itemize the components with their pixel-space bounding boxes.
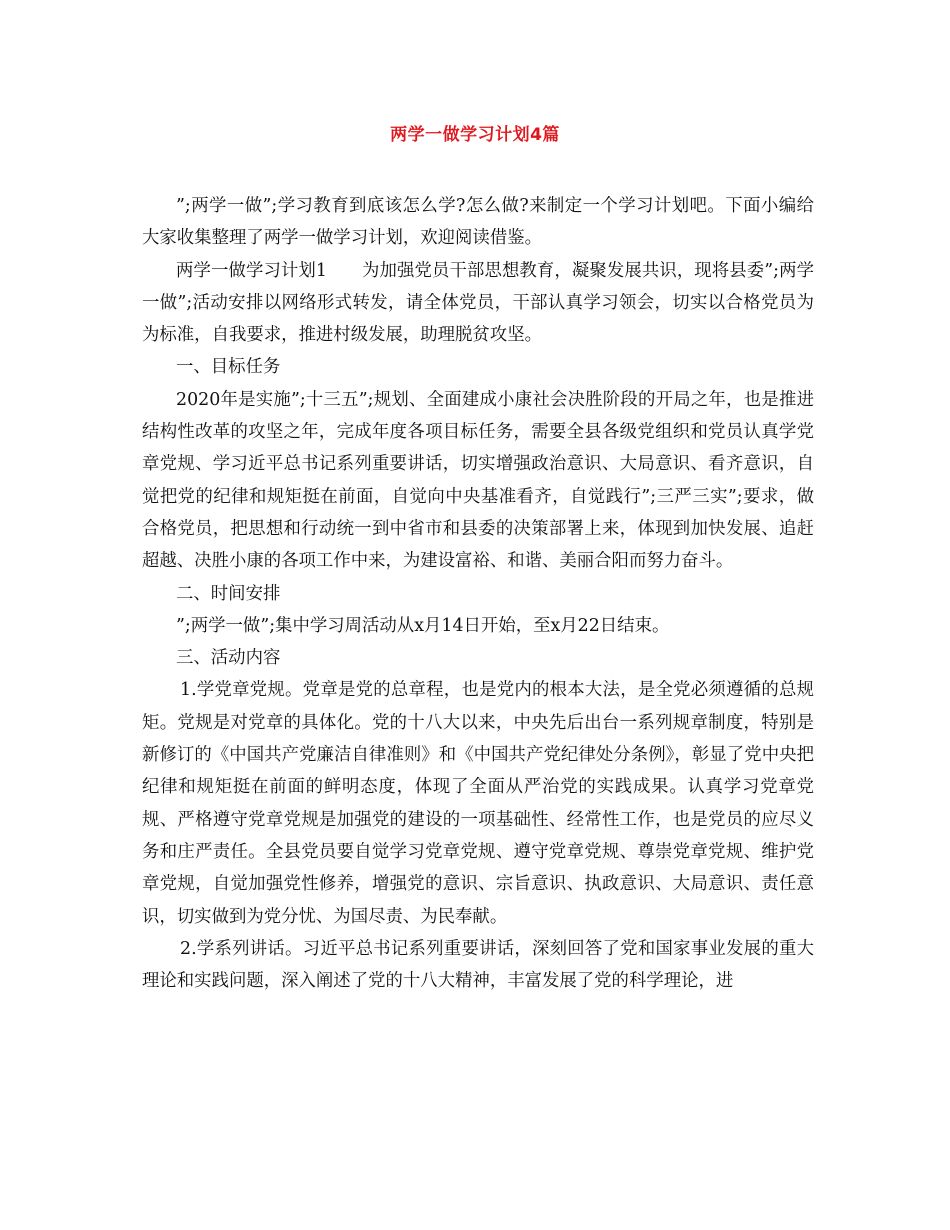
intro-paragraph: ”;两学一做”;学习教育到底该怎么学?怎么做?来制定一个学习计划吧。下面小编给大家收集整理了两学一做学习计划，欢迎阅读借鉴。 xyxy=(142,196,814,249)
section-heading-goals: 一、目标任务 xyxy=(176,357,281,378)
goals-paragraph: 2020年是实施”;十三五”;规划、全面建成小康社会决胜阶段的开局之年，也是推进结构性改革的攻坚之年，完成年度各项目标任务，需要全县各级党组织和党员认真学党章党规、学习近平总书记系列重要讲话，切实增强政治意识、大局意识、看齐意识，自觉把党的纪律和规矩挺在前面，自觉向中央基准看齐，自觉践行”;三严三实”;要求，做合格党员，把思想和行动统一到中省市和县委的决策部署上来，体现到加快发展、追赶超越、决胜小康的各项工作中来，为建设富裕、和谐、美丽合阳而努力奋斗。 xyxy=(142,389,814,572)
plan-one-paragraph: 两学一做学习计划1 为加强党员干部思想教育，凝聚发展共识，现将县委”;两学一做”;活动安排以网络形式转发，请全体党员，干部认真学习领会，切实以合格党员为为标准，自我要求，推进村级发展，助理脱贫攻坚。 xyxy=(142,260,814,346)
document-body xyxy=(142,190,814,997)
content-item-1-paragraph: 1.学党章党规。党章是党的总章程，也是党内的根本大法，是全党必须遵循的总规矩。党规是对党章的具体化。党的十八大以来，中央先后出台一系列规章制度，特别是新修订的《中国共产党廉洁自律准则》和《中国共产党纪律处分条例》，彰显了党中央把纪律和规矩挺在前面的鲜明态度，体现了全面从严治党的实践成果。认真学习党章党规、严格遵守党章党规是加强党的建设的一项基础性、经常性工作，也是党员的应尽义务和庄严责任。全县党员要自觉学习党章党规、遵守党章党规、尊崇党章党规、维护党章党规，自觉加强党性修养，增强党的意识、宗旨意识、执政意识、大局意识、责任意识，切实做到为党分忧、为国尽责、为民奉献。 xyxy=(142,680,814,927)
document-title: 两学一做学习计划4篇 xyxy=(390,125,560,145)
section-heading-content: 三、活动内容 xyxy=(176,648,281,669)
content-item-2-paragraph: 2.学系列讲话。习近平总书记系列重要讲话，深刻回答了党和国家事业发展的重大理论和实践问题，深入阐述了党的十八大精神，丰富发展了党的科学理论，进 xyxy=(142,938,814,992)
section-heading-schedule: 二、时间安排 xyxy=(176,583,281,604)
schedule-paragraph: ”;两学一做”;集中学习周活动从x月14日开始，至x月22日结束。 xyxy=(176,615,670,636)
